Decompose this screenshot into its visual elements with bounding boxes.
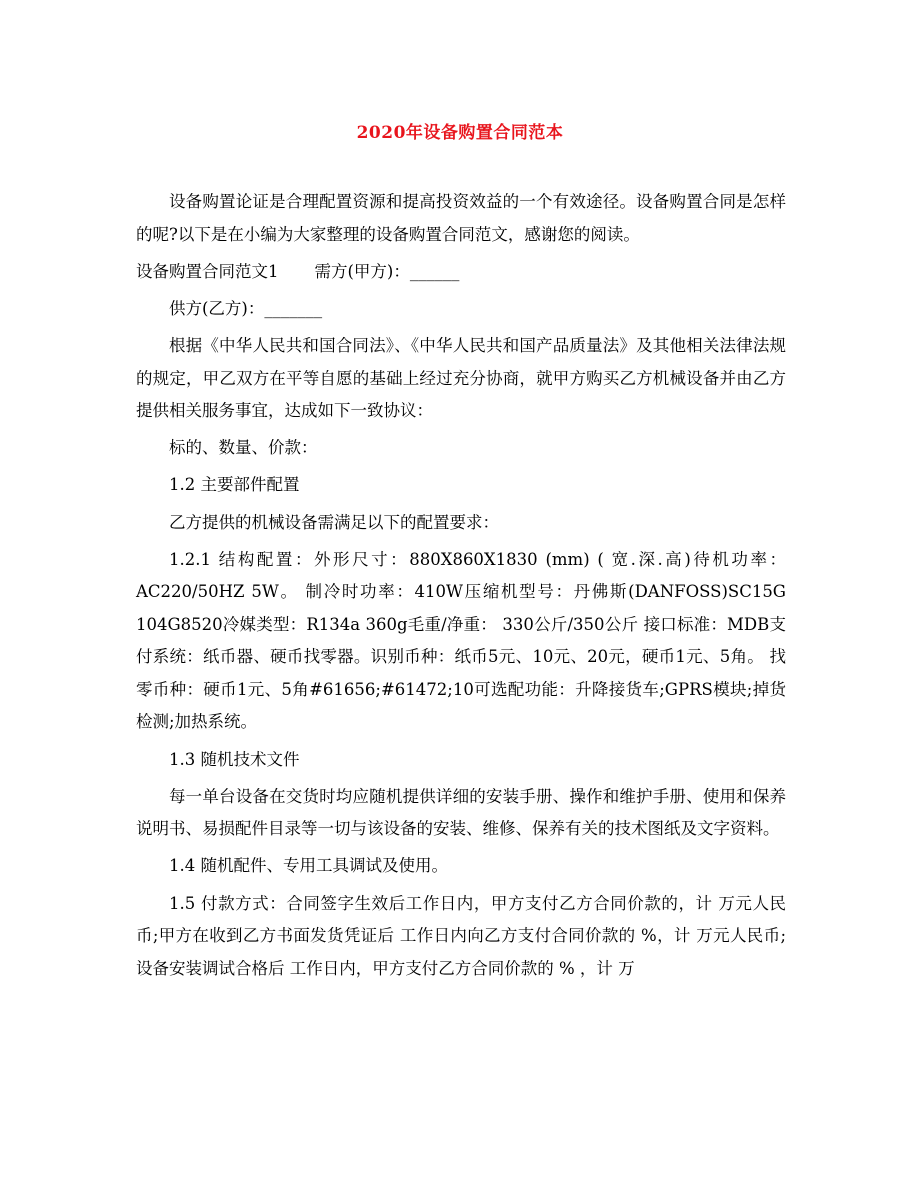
buyer-field: 需方(甲方)：______ — [314, 261, 460, 281]
section-subject: 标的、数量、价款： — [169, 438, 318, 458]
payment-terms-paragraph: 1.5 付款方式：合同签字生效后工作日内，甲方支付乙方合同价款的，计 万元人民币;甲方在收到乙方书面发货凭证后 工作日内向乙方支付合同价款的 %，计 万元人民币;设备安装调试合格后 工作日内，甲方支付乙方合同价款的 % ，计 万 — [136, 893, 786, 978]
section-1-2-heading: 1.2 主要部件配置 — [169, 475, 300, 495]
document-body — [136, 186, 786, 990]
sample-heading-line — [136, 256, 786, 289]
config-1-2-1-paragraph: 1.2.1 结构配置：外形尺寸：880X860X1830 (mm) ( 宽.深.高)待机功率：AC220/50HZ 5W。 制冷时功率：410W压缩机型号：丹佛斯(DANFOSS)SC15G 104G8520冷媒类型：R134a 360g毛重/净重： 330公斤/350公斤 接口标准：MDB支付系统：纸币器、硬币找零器。识别币种：纸币5元、10元、20元，硬币1元、5角。 找零币种：硬币1元、5角#61656;#61472;10可选配功能：升降接货车;GPRS模块;掉货检测;加热系统。 — [136, 549, 786, 732]
intro-paragraph: 设备购置论证是合理配置资源和提高投资效益的一个有效途径。设备购置合同是怎样的呢?以下是在小编为大家整理的设备购置合同范文，感谢您的阅读。 — [136, 192, 786, 244]
preamble-paragraph: 根据《中华人民共和国合同法》、《中华人民共和国产品质量法》及其他相关法律法规的规定，甲乙双方在平等自愿的基础上经过充分协商，就甲方购买乙方机械设备并由乙方提供相关服务事宜，达成如下一致协议： — [136, 336, 786, 421]
config-requirement: 乙方提供的机械设备需满足以下的配置要求： — [169, 512, 499, 532]
section-1-3-heading: 1.3 随机技术文件 — [169, 749, 300, 769]
document-title: 2020年设备购置合同范本 — [356, 123, 564, 143]
section-1-4-heading: 1.4 随机配件、专用工具调试及使用。 — [169, 856, 448, 876]
supplier-field: 供方(乙方)：_______ — [169, 298, 323, 318]
sample-heading: 设备购置合同范文1 — [136, 261, 279, 281]
tech-docs-paragraph: 每一单台设备在交货时均应随机提供详细的安装手册、操作和维护手册、使用和保养说明书、易损配件目录等一切与该设备的安装、维修、保养有关的技术图纸及文字资料。 — [136, 786, 786, 839]
